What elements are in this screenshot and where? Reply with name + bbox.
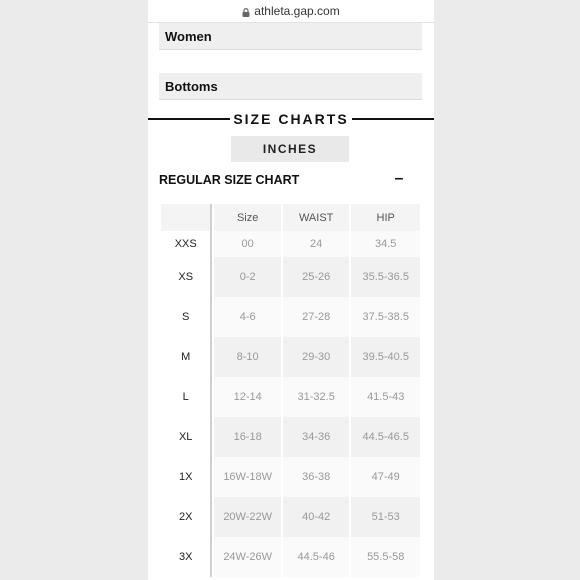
row-size-label: XS <box>161 257 212 297</box>
waist-value: 25-26 <box>283 257 350 297</box>
hip-value: 51-53 <box>351 497 420 537</box>
size-value: 12-14 <box>214 377 281 417</box>
table-row <box>161 231 420 257</box>
hip-value: 37.5-38.5 <box>351 297 420 337</box>
hip-value: 47-49 <box>351 457 420 497</box>
row-size-label: 1X <box>161 457 212 497</box>
type-label: Bottoms <box>165 78 218 94</box>
type-selector[interactable] <box>159 73 422 100</box>
waist-value: 40-42 <box>283 497 350 537</box>
column-header-hip: HIP <box>351 204 420 231</box>
heading-rule-right <box>352 118 434 120</box>
table-row <box>161 497 420 537</box>
waist-value: 31-32.5 <box>283 377 350 417</box>
hip-value: 39.5-40.5 <box>351 337 420 377</box>
table-row <box>161 297 420 337</box>
url-text: athleta.gap.com <box>254 4 340 18</box>
size-value: 16W-18W <box>214 457 281 497</box>
table-row <box>161 457 420 497</box>
hip-value: 34.5 <box>351 231 420 257</box>
row-size-label: 2X <box>161 497 212 537</box>
hip-value: 35.5-36.5 <box>351 257 420 297</box>
table-row <box>161 257 420 297</box>
waist-value: 29-30 <box>283 337 350 377</box>
row-size-label: L <box>161 377 212 417</box>
waist-value: 24 <box>283 231 350 257</box>
waist-value: 27-28 <box>283 297 350 337</box>
size-value: 16-18 <box>214 417 281 457</box>
waist-value: 34-36 <box>283 417 350 457</box>
mobile-page <box>148 0 434 580</box>
waist-value: 44.5-46 <box>283 537 350 577</box>
size-chart-table <box>159 204 422 577</box>
column-header-waist: WAIST <box>283 204 350 231</box>
hip-value: 55.5-58 <box>351 537 420 577</box>
table-row <box>161 537 420 577</box>
size-value: 8-10 <box>214 337 281 377</box>
size-value: 24W-26W <box>214 537 281 577</box>
hip-value: 44.5-46.5 <box>351 417 420 457</box>
table-row <box>161 417 420 457</box>
hip-value: 41.5-43 <box>351 377 420 417</box>
units-toggle-button[interactable]: INCHES <box>231 136 349 162</box>
category-selector[interactable] <box>159 23 422 50</box>
size-value: 20W-22W <box>214 497 281 537</box>
section-title: SIZE CHARTS <box>233 111 349 127</box>
column-header-size: Size <box>214 204 281 231</box>
row-size-label: S <box>161 297 212 337</box>
size-value: 00 <box>214 231 281 257</box>
address-bar[interactable] <box>148 0 434 23</box>
table-header-row <box>161 204 420 231</box>
collapse-icon[interactable]: – <box>394 170 404 187</box>
section-heading <box>148 109 434 129</box>
size-value: 0-2 <box>214 257 281 297</box>
waist-value: 36-38 <box>283 457 350 497</box>
table-row <box>161 337 420 377</box>
row-size-label: XL <box>161 417 212 457</box>
category-label: Women <box>165 28 212 44</box>
heading-rule-left <box>148 118 230 120</box>
column-header-label <box>161 204 212 231</box>
lock-icon <box>242 8 250 17</box>
chart-title: REGULAR SIZE CHART <box>159 173 300 187</box>
row-size-label: 3X <box>161 537 212 577</box>
row-size-label: XXS <box>161 231 212 257</box>
row-size-label: M <box>161 337 212 377</box>
table-row <box>161 377 420 417</box>
size-value: 4-6 <box>214 297 281 337</box>
